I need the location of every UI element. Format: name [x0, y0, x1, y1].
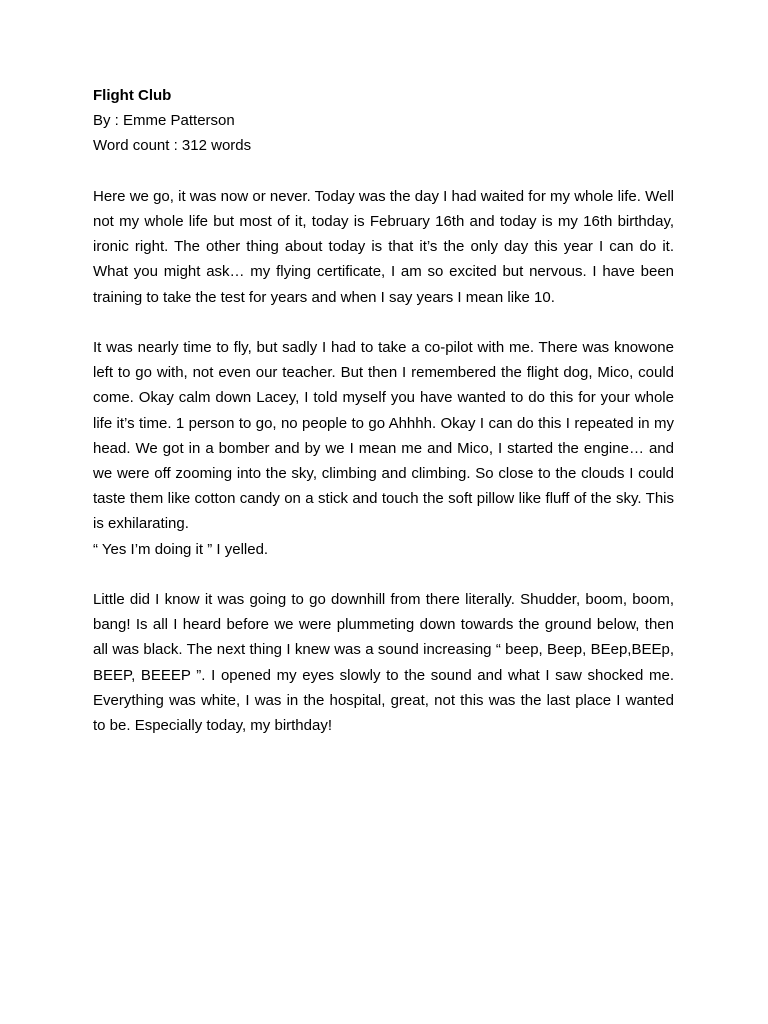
paragraph-3: Little did I know it was going to go downhill from there literally. Shudder, boom, boom, bang! Is all I heard before we were plummeting down towards the ground below, then all was black. The next thing I knew was a sound increasing “ beep, Beep, BEep,BEEp, BEEP, BEEEP ”. I opened my eyes slowly to the sound and what I saw shocked me. Everything was white, I was in the hospital, great, not this was the last place I wanted to be. Especially today, my birthday!: [93, 591, 674, 735]
paragraph-2: It was nearly time to fly, but sadly I had to take a co-pilot with me. There was knowone left to go with, not even our teacher. But then I remembered the flight dog, Mico, could come. Okay calm down Lacey, I told myself you have wanted to do this for your whole life it’s time. 1 person to go, no people to go Ahhhh. Okay I can do this I repeated in my head. We got in a bomber and by we I mean me and Mico, I started the engine… and we were off zooming into the sky, climbing and climbing. So close to the clouds I could taste them like cotton candy on a stick and touch the soft pillow like fluff of the sky. This is exhilarating.: [93, 339, 674, 533]
paragraph-1: Here we go, it was now or never. Today was the day I had waited for my whole life. Well not my whole life but most of it, today is February 16th and today is my 16th birthday, ironic right. The other thing about today is that it’s the only day this year I can do it. What you might ask… my flying certificate, I am so excited but nervous. I have been training to take the test for years and when I say years I mean like 10.: [93, 187, 674, 306]
paragraph-gap: [93, 310, 674, 335]
paragraph-gap: [93, 562, 674, 587]
document-page: [93, 83, 674, 738]
author-line: By : Emme Patterson: [93, 112, 235, 130]
word-count-line: Word count : 312 words: [93, 137, 252, 155]
document-title: Flight Club: [93, 87, 172, 104]
paragraph-gap: [93, 159, 674, 184]
quote-line: “ Yes I’m doing it ” I yelled.: [93, 540, 269, 558]
